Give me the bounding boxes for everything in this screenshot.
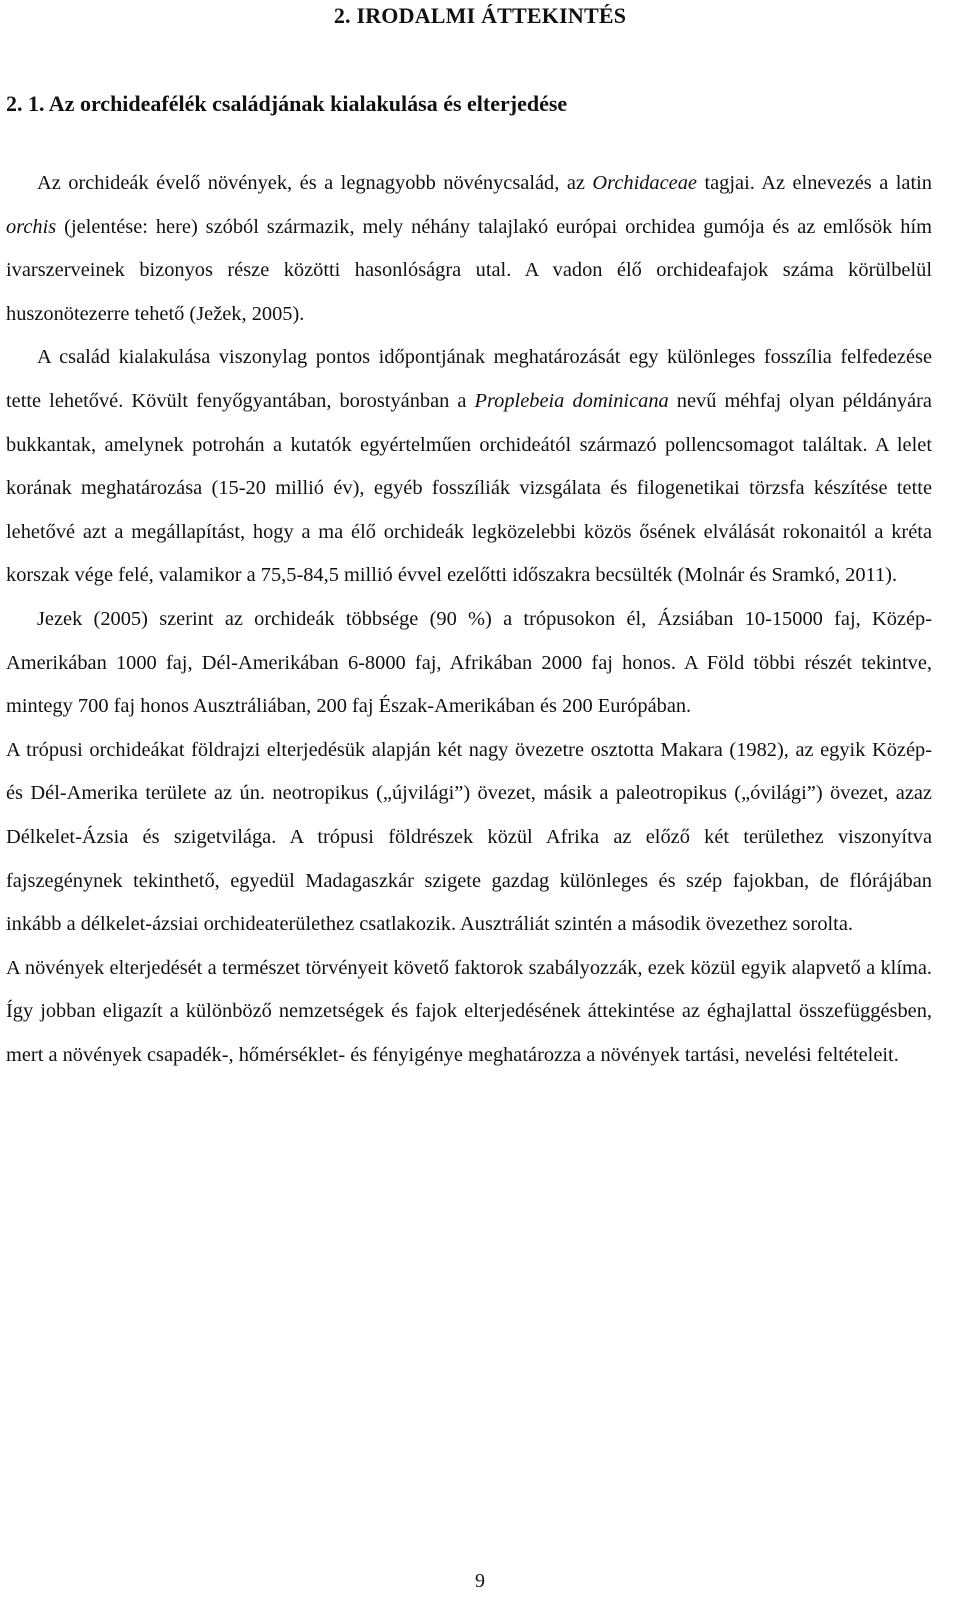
text-run: A növények elterjedését a természet törvényeit követő faktorok szabályozzák, ezek közül egyik alapvető a klíma. Így jobban eligazít a különböző nemzetségek és fajok elterjedésének áttekintése az éghajlattal összefüggésben, mert a növények csapadék-, hőmérséklet- és fényigénye meghatározza a növények tartási, nevelési feltételeit. xyxy=(6,956,932,1066)
page-number: 9 xyxy=(475,1570,485,1592)
italic-term: Orchidaceae xyxy=(592,172,697,194)
text-run: A család kialakulása viszonylag pontos időpontjának meghatározását egy különleges fosszília felfedezése tette lehetővé. Kövült fenyőgyantában, borostyánban a xyxy=(6,346,932,412)
body-text xyxy=(6,162,932,1077)
text-run: A trópusi orchideákat földrajzi elterjedésük alapján két nagy övezetre osztotta Makara (1982), az egyik Közép- és Dél-Amerika területe az ún. neotropikus („újvilági”) övezet, másik a paleotropikus („óvilági”) övezet, azaz Délkelet-Ázsia és szigetvilága. A trópusi földrészek közül Afrika az előző két területhez viszonyítva fajszegénynek tekinthető, egyedül Madagaszkár szigete gazdag különleges és szép fajokban, de flórájában inkább a délkelet-ázsiai orchideaterülethez csatlakozik. Ausztráliát szintén a második övezethez sorolta. xyxy=(6,738,932,936)
chapter-title: 2. IRODALMI ÁTTEKINTÉS xyxy=(333,3,627,28)
text-run: Jezek (2005) szerint az orchideák többsége (90 %) a trópusokon él, Ázsiában 10-15000 faj, Közép-Amerikában 1000 faj, Dél-Amerikában 6-8000 faj, Afrikában 2000 faj honos. A Föld többi részét tekintve, mintegy 700 faj honos Ausztráliában, 200 faj Észak-Amerikában és 200 Európában. xyxy=(6,607,932,718)
paragraph-5 xyxy=(6,947,932,1078)
paragraph-2 xyxy=(6,336,932,598)
section-title: 2. 1. Az orchideafélék családjának kialakulása és elterjedése xyxy=(6,91,568,116)
italic-term: Proplebeia dominicana xyxy=(474,389,669,412)
text-run: Az orchideák évelő növények, és a legnagyobb növénycsalád, az xyxy=(37,172,593,194)
text-run: (jelentése: here) szóból származik, mely néhány talajlakó európai orchidea gumója és az emlősök hím ivarszerveinek bizonyos része közötti hasonlóságra utal. A vadon élő orchideafajok száma körülbelül huszonötezerre tehető (Ježek, 2005). xyxy=(6,215,932,325)
text-run: tagjai. Az elnevezés a latin xyxy=(696,172,932,194)
italic-term: orchis xyxy=(6,215,57,238)
text-run: nevű méhfaj olyan példányára bukkantak, amelynek potrohán a kutatók egyértelműen orchideától származó pollencsomagot találtak. A lelet korának meghatározása (15-20 millió év), egyéb fosszíliák vizsgálata és filogenetikai törzsfa készítése tette lehetővé azt a megállapítást, hogy a ma élő orchideák legközelebbi közös ősének elválását rokonaitól a kréta korszak vége felé, valamikor a 75,5-84,5 millió évvel ezelőtti időszakra becsülték (Molnár és Sramkó, 2011). xyxy=(6,389,932,587)
paragraph-1 xyxy=(6,162,932,336)
paragraph-3 xyxy=(6,598,932,729)
paragraph-4 xyxy=(6,729,932,947)
